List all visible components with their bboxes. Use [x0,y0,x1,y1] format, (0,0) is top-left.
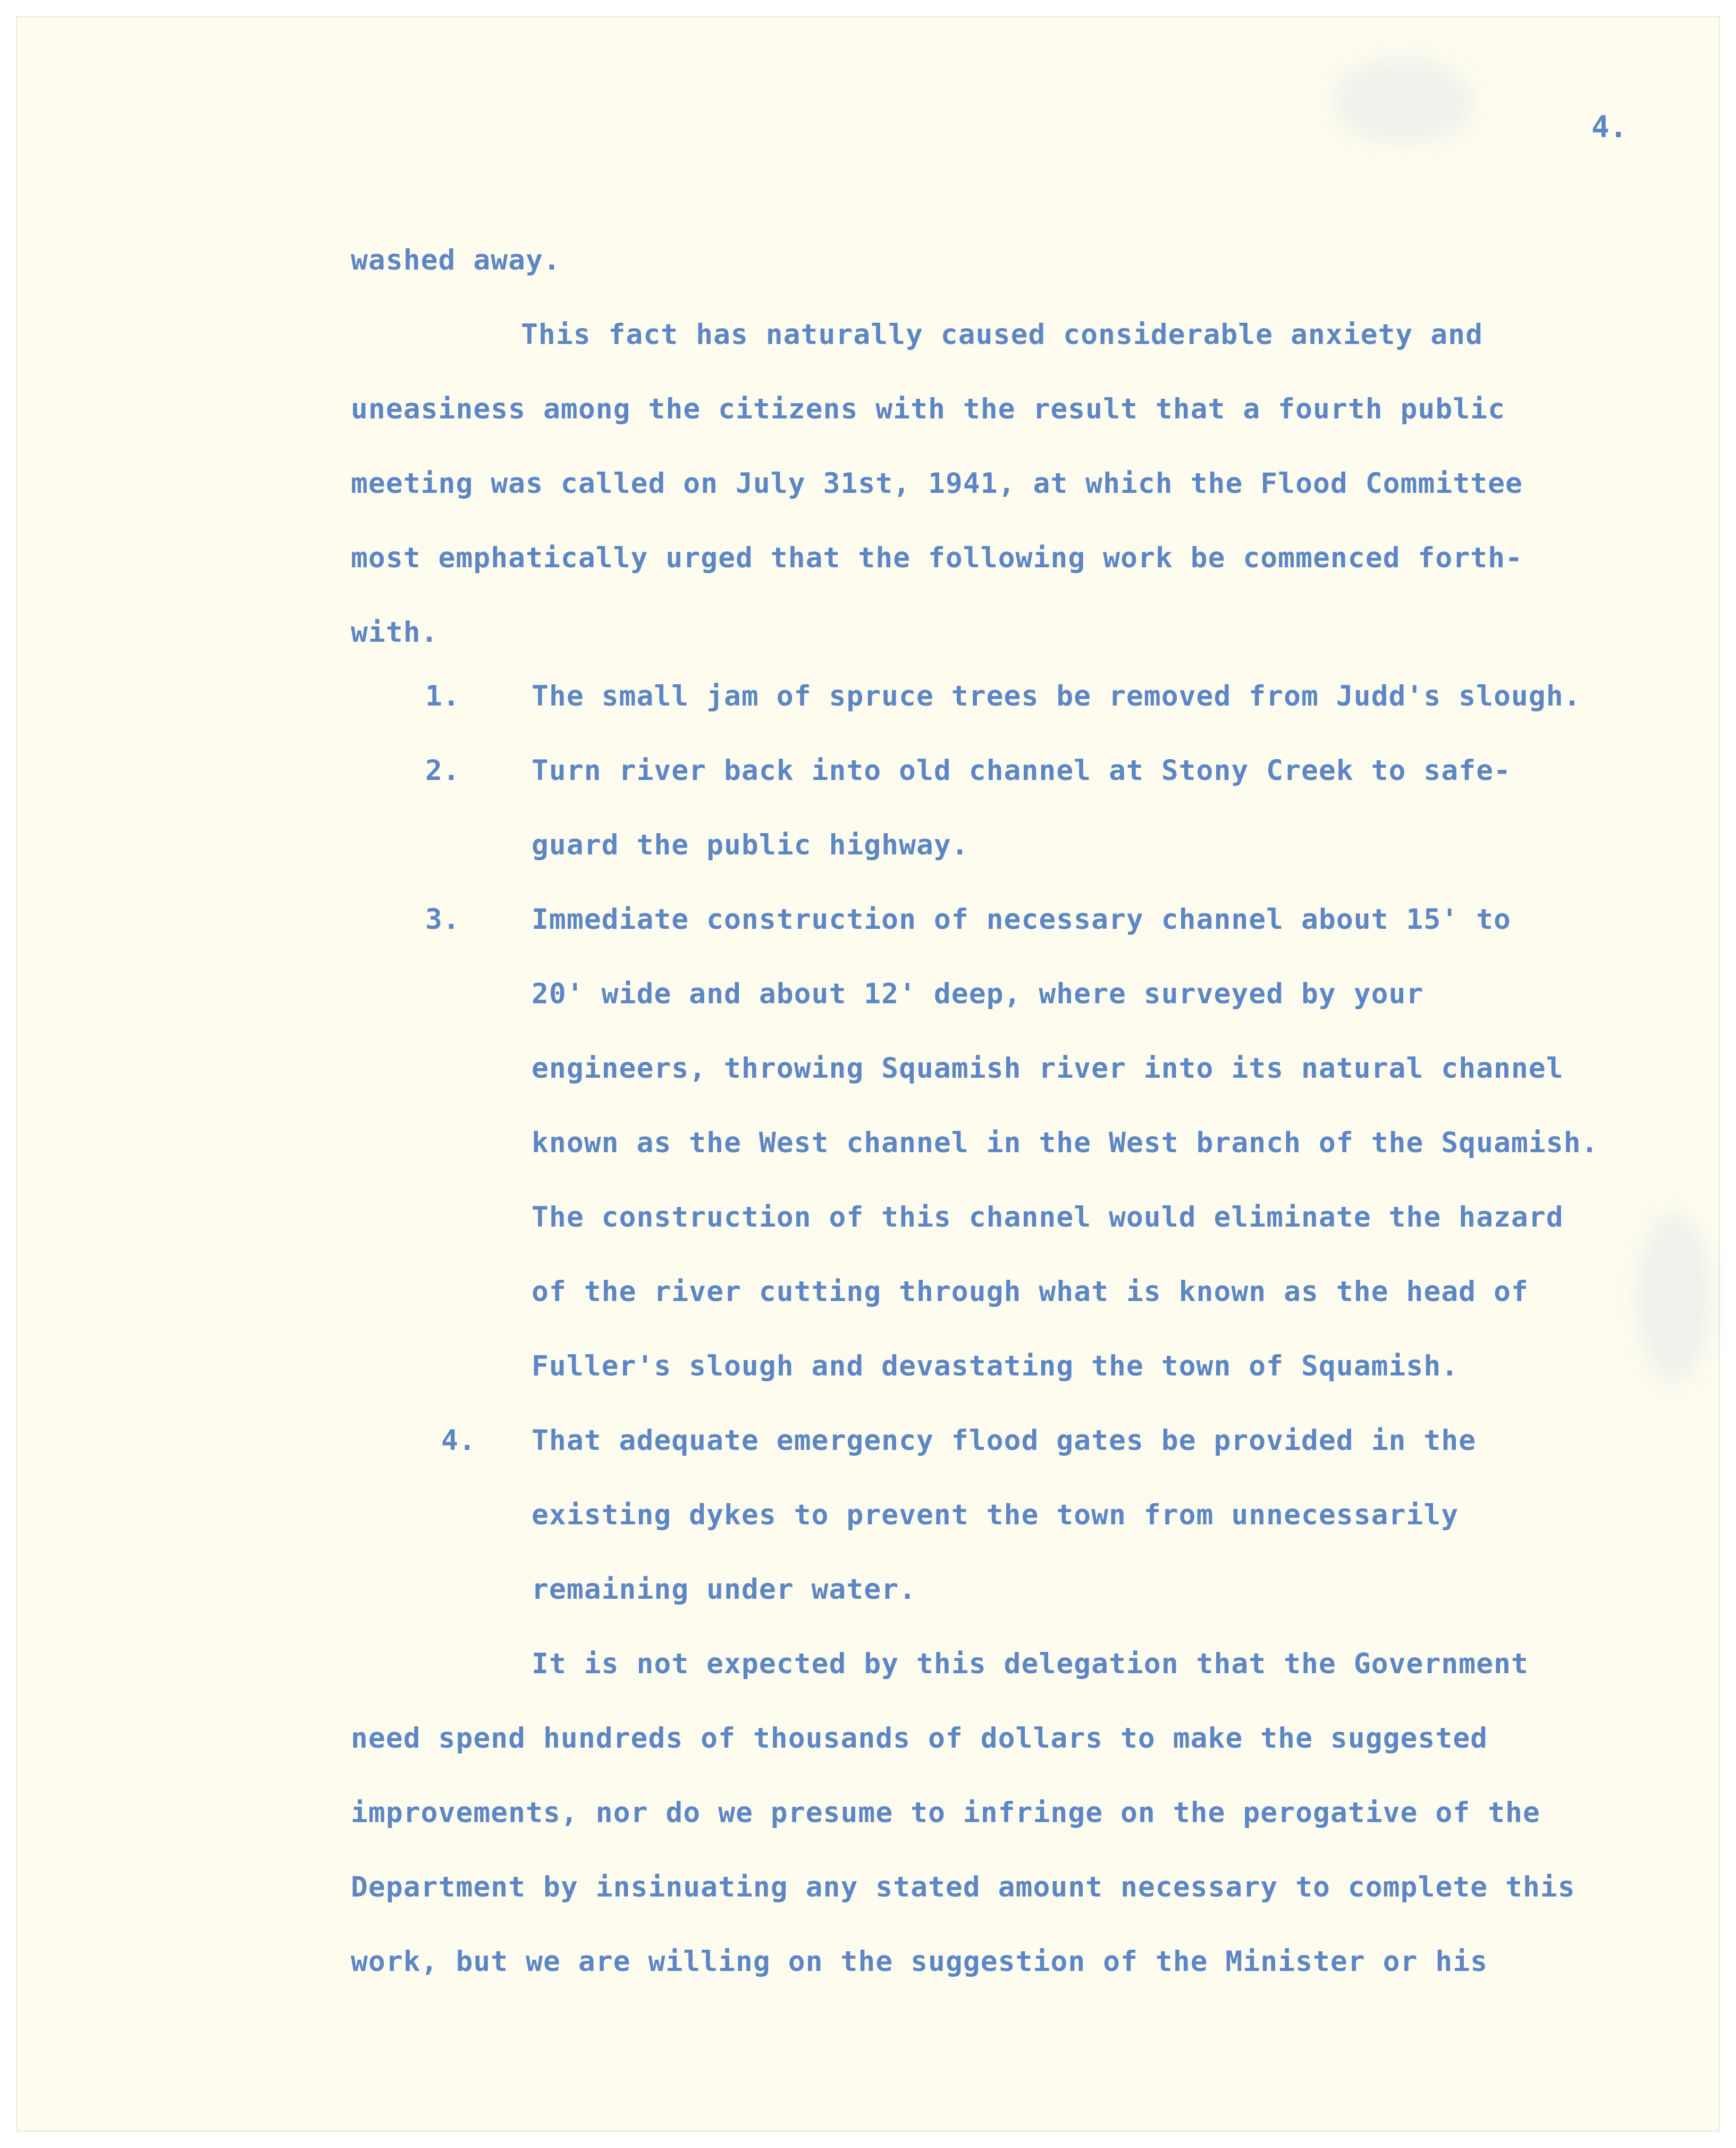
text-line: engineers, throwing Squamish river into its natural channel [532,1052,1564,1085]
text-line: improvements, nor do we presume to infringe on the perogative of the [351,1797,1540,1829]
text-line: work, but we are willing on the suggestion of the Minister or his [351,1945,1488,1978]
text-line: The small jam of spruce trees be removed from Judd's slough. [532,680,1581,712]
list-item [532,883,1598,1404]
text-line: most emphatically urged that the following work be commenced forth- [351,542,1523,574]
text-line: guard the public highway. [532,829,969,861]
list-item [532,659,1581,734]
text-line: existing dykes to prevent the town from unnecessarily [532,1499,1459,1531]
ink-smudge [1637,1212,1712,1382]
list-number: 3. [425,903,460,936]
document-page [16,16,1720,2132]
paragraph [351,298,1523,670]
text-line: Immediate construction of necessary channel about 15' to [532,903,1511,936]
text-line: Fuller's slough and devastating the town of Squamish. [532,1350,1459,1382]
text-line: Turn river back into old channel at Stony Creek to safe- [532,754,1511,787]
list-item [532,734,1511,883]
text-line: This fact has naturally caused considerable anxiety and [521,318,1483,351]
text-line: meeting was called on July 31st, 1941, at which the Flood Committee [351,467,1523,500]
text-line: with. [351,616,439,649]
ink-smudge [1334,58,1472,144]
page-number: 4. [1591,110,1628,145]
text-line: need spend hundreds of thousands of dollars to make the suggested [351,1722,1488,1755]
list-item [532,1404,1476,1627]
text-line: known as the West channel in the West branch of the Squamish. [532,1127,1599,1159]
paragraph-continuation [351,223,561,298]
list-number: 4. [441,1424,476,1457]
text-line: It is not expected by this delegation that the Government [532,1648,1529,1680]
text-line: remaining under water. [532,1573,916,1606]
text-line: of the river cutting through what is known as the head of [532,1276,1529,1308]
text-line: Department by insinuating any stated amount necessary to complete this [351,1871,1575,1903]
list-number: 2. [425,754,460,787]
text-line: 20' wide and about 12' deep, where surveyed by your [532,978,1424,1010]
paragraph [351,1627,1575,1999]
text-line: The construction of this channel would eliminate the hazard [532,1201,1564,1234]
text-line: uneasiness among the citizens with the result that a fourth public [351,393,1505,425]
text-line: washed away. [351,244,561,276]
text-line: That adequate emergency flood gates be provided in the [532,1424,1477,1457]
list-number: 1. [425,680,460,712]
